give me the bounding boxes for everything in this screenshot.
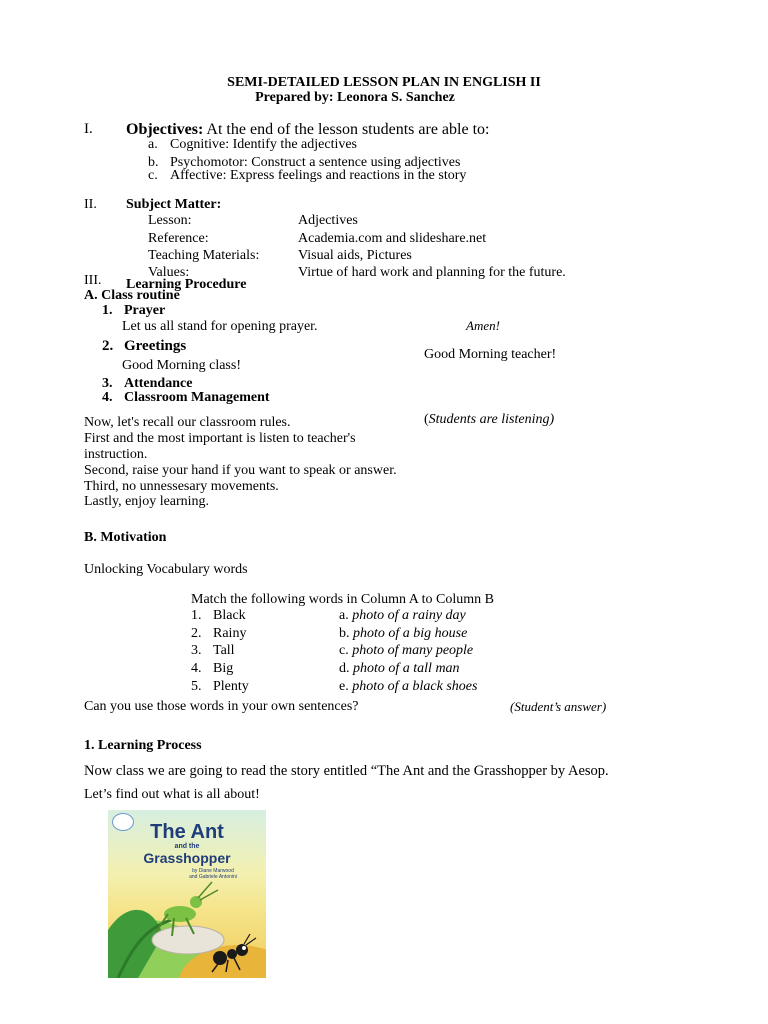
routine-num: 2. [102,338,114,354]
column-b-letter: c. [339,643,349,658]
book-cover-image [108,810,266,978]
rules-student-response [424,413,554,427]
column-a-num: 2. [191,626,202,641]
column-b-letter: e. [339,679,349,694]
column-a-num: 5. [191,679,202,694]
ant-antennae [244,934,256,945]
learning-process-line: Let’s find out what is all about! [84,787,260,802]
column-a-num: 4. [191,661,202,676]
column-b-item [339,644,473,658]
column-b-text: photo of a tall man [353,661,460,676]
document-title: SEMI-DETAILED LESSON PLAN IN ENGLISH II [227,75,541,90]
column-b-letter: b. [339,626,350,641]
column-b-text: photo of many people [352,643,474,658]
rules-line: instruction. [84,447,148,462]
book-author-1: by Diane Marwood [192,868,234,874]
matching-instruction: Match the following words in Column A to Column B [191,592,494,607]
objectives-intro: At the end of the lesson students are able to: [203,121,490,138]
prayer-teacher-line: Let us all stand for opening prayer. [122,319,318,334]
book-title-line-2: and the [174,843,200,850]
subject-value: Virtue of hard work and planning for the future. [298,265,566,280]
rules-line: Lastly, enjoy learning. [84,494,210,509]
subject-key: Reference: [148,231,209,246]
section-numeral-ii: II. [84,197,97,212]
book-title-line-1: The Ant [150,821,224,843]
question-line: Can you use those words in your own sentences? [84,699,359,714]
prayer-student-response: Amen! [466,318,500,333]
subject-value: Visual aids, Pictures [298,248,412,263]
column-b-item [339,680,477,694]
subject-key: Values: [148,265,190,280]
greeting-student-response: Good Morning teacher! [424,347,557,362]
objectives-heading [126,122,489,138]
unlocking-vocabulary: Unlocking Vocabulary words [84,562,248,577]
column-b-text: photo of a rainy day [352,608,466,623]
routine-classroom-management: Classroom Management [124,390,270,405]
routine-num: 4. [102,390,113,405]
objective-item: Affective: Express feelings and reactions in the story [170,168,467,183]
ant-thorax [227,949,237,959]
subject-value: Adjectives [298,213,358,228]
column-a-num: 3. [191,643,202,658]
subject-key: Lesson: [148,213,192,228]
routine-num: 3. [102,376,113,391]
routine-prayer: Prayer [124,303,166,318]
section-numeral-iii: III. [84,273,102,288]
objective-letter: c. [148,168,158,183]
column-b-letter: a. [339,608,349,623]
column-b-text: photo of a black shoes [352,679,478,694]
objective-letter: b. [148,155,159,170]
rock-shape [152,926,224,954]
book-title-line-3: Grasshopper [143,850,231,866]
section-numeral-i: I. [84,121,93,137]
ant-abdomen [213,951,227,965]
motivation-heading: B. Motivation [84,530,167,545]
subject-value: Academia.com and slideshare.net [298,231,487,246]
learning-procedure-heading: Learning Procedure [126,277,247,292]
column-b-item [339,627,467,641]
grasshopper-body [164,906,196,922]
class-routine-heading: A. Class routine [84,288,180,303]
objective-item: Psychomotor: Construct a sentence using adjectives [170,155,461,170]
rules-line: Now, let's recall our classroom rules. [84,415,291,430]
column-b-letter: d. [339,661,350,676]
routine-greetings: Greetings [124,338,187,354]
objective-item: Cognitive: Identify the adjectives [170,137,358,152]
column-a-word: Black [213,608,246,623]
routine-num: 1. [102,303,113,318]
rules-line: First and the most important is listen to teacher's [84,431,356,446]
prepared-by: Prepared by: Leonora S. Sanchez [255,90,455,105]
learning-process-line: Now class we are going to read the story entitled “The Ant and the Grasshopper by Aesop. [84,763,609,779]
column-a-word: Big [213,661,234,676]
learning-process-heading: 1. Learning Process [84,738,202,753]
column-b-text: photo of a big house [353,626,468,641]
column-b-item [339,662,460,676]
objective-letter: a. [148,137,158,152]
subject-key: Teaching Materials: [148,248,260,263]
routine-attendance: Attendance [124,376,193,391]
book-author-2: and Gabriele Antonini [189,874,237,880]
grasshopper-head [190,896,202,908]
book-authors [168,868,258,880]
ant-head [236,944,248,956]
rules-student-paren: ( [424,412,429,427]
rules-line: Third, no unnessesary movements. [84,479,279,494]
greeting-teacher-line: Good Morning class! [122,358,241,373]
student-answer: (Student’s answer) [510,699,607,714]
subject-matter-heading: Subject Matter: [126,197,222,212]
column-b-item [339,609,466,623]
rules-line: Second, raise your hand if you want to speak or answer. [84,463,397,478]
ant-eye [242,946,246,950]
rules-student-text: Students are listening) [428,412,555,427]
column-a-word: Rainy [213,626,247,641]
objectives-label: Objectives: [126,121,204,138]
column-a-word: Plenty [213,679,249,694]
grasshopper-antennae [198,882,218,900]
column-a-num: 1. [191,608,202,623]
column-a-word: Tall [213,643,235,658]
